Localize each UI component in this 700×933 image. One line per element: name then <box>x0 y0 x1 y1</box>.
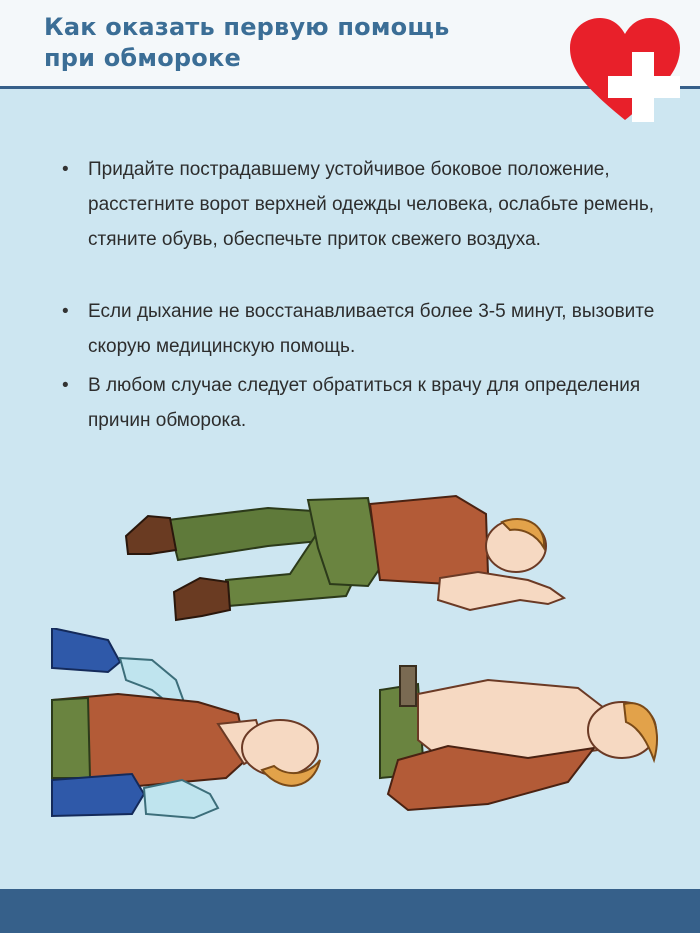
instruction-list <box>62 152 662 442</box>
footer-band <box>0 889 700 933</box>
instruction-item: • Если дыхание не восстанавливается более 3-5 минут, вызовите скорую медицинскую помощь. <box>62 294 662 366</box>
title-line-2: при обмороке <box>44 44 241 72</box>
loosen-collar-illustration <box>48 628 328 823</box>
recovery-position-illustration <box>118 488 568 633</box>
instruction-item: • Придайте пострадавшему устойчивое боковое положение, расстегните ворот верхней одежды человека, ослабьте ремень, стяните обувь, обеспечьте приток свежего воздуха. <box>62 152 662 292</box>
title-line-1: Как оказать первую помощь <box>44 13 450 41</box>
heart-cross-icon <box>566 16 684 124</box>
open-clothing-illustration <box>378 664 663 824</box>
instruction-item: • В любом случае следует обратиться к врачу для определения причин обморока. <box>62 368 662 440</box>
page-title <box>44 12 449 74</box>
